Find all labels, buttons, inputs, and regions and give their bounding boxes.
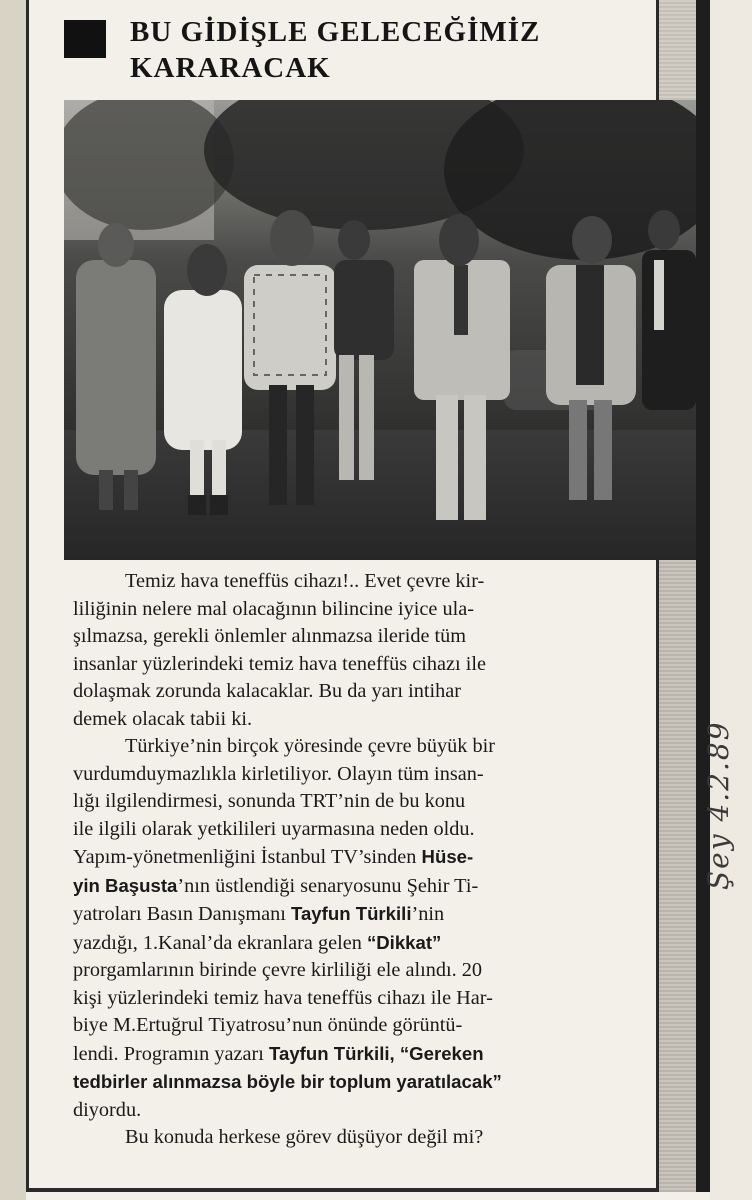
- article-line: [73, 872, 623, 901]
- article-line: [73, 1012, 623, 1040]
- article-line: [73, 1040, 623, 1069]
- frame-rule-right: [696, 0, 710, 1192]
- article-text: liliğinin nelere mal olacağının bilincine iyice ula-: [73, 597, 474, 620]
- frame-rule-left: [26, 0, 29, 1192]
- article-text: ’nın üstlendiği senaryosunu Şehir Ti-: [177, 874, 479, 897]
- article-text: ile ilgili olarak yetkilileri uyarmasına neden oldu.: [73, 817, 475, 840]
- article-line: [73, 706, 623, 734]
- article-text: vurdumduymazlıkla kirletiliyor. Olayın tüm insan-: [73, 762, 484, 785]
- article-line: [73, 985, 623, 1013]
- article-line: [73, 1097, 623, 1125]
- article-text: yatroları Basın Danışmanı: [73, 903, 291, 925]
- article-bold-text: Tayfun Türkili: [290, 903, 412, 924]
- article-text: şılmazsa, gerekli önlemler alınmazsa ileride tüm: [73, 625, 467, 647]
- article-line: [73, 1068, 623, 1097]
- headline: [130, 14, 650, 86]
- article-bold-text: tedbirler alınmazsa böyle bir toplum yaratılacak”: [73, 1071, 502, 1092]
- article-line: [73, 761, 623, 789]
- frame-rule-bottom: [26, 1188, 716, 1192]
- article-text: Türkiye’nin birçok yöresinde çevre büyük bir: [125, 735, 496, 757]
- article-line: [73, 843, 623, 872]
- person-1: [76, 223, 156, 510]
- article-line: [73, 788, 623, 816]
- article-line: [73, 816, 623, 844]
- article-text: Temiz hava teneffüs cihazı!.. Evet çevre kir-: [125, 570, 485, 592]
- article-line: [73, 900, 623, 929]
- article-line: [73, 568, 623, 596]
- article-text: demek olacak tabii ki.: [73, 707, 253, 730]
- article-text: diyordu.: [73, 1098, 142, 1121]
- article-bold-text: Hüse-: [421, 846, 474, 867]
- article-line: [73, 733, 623, 761]
- article-text: ’nin: [411, 903, 445, 925]
- article-line: [73, 651, 623, 679]
- article-line: [73, 678, 623, 706]
- article-line: [73, 596, 623, 624]
- news-photo: [64, 100, 696, 560]
- headline-line-1: BU GİDİŞLE GELECEĞİMİZ: [130, 16, 541, 48]
- frame-rule-inner: [656, 560, 659, 1192]
- article-text: kişi yüzlerindeki temiz hava teneffüs cihazı ile Har-: [73, 986, 493, 1009]
- article-text: prorgamlarının birinde çevre kirliliği ele alındı. 20: [73, 959, 483, 981]
- article-text: insanlar yüzlerindeki temiz hava teneffüs cihazı ile: [73, 652, 486, 675]
- article-bold-text: yin Başusta: [73, 874, 178, 896]
- article-bold-text: “Dikkat”: [366, 931, 442, 953]
- article-text: Yapım-yönetmenliğini İstanbul TV’sinden: [73, 846, 422, 868]
- gas-mask-people-photo: [64, 100, 696, 560]
- headline-bullet-square: [64, 20, 106, 58]
- handwritten-date-note: Şey: [702, 832, 735, 890]
- article-text: lendi. Programın yazarı: [73, 1042, 269, 1065]
- article-body: [73, 568, 623, 1152]
- column-gutter-top: [659, 0, 696, 100]
- column-gutter: [659, 560, 696, 1192]
- article-text: biye M.Ertuğrul Tiyatrosu’nun önünde görüntü-: [73, 1014, 463, 1036]
- frame-rule-inner-top: [656, 0, 659, 100]
- right-margin: [710, 0, 752, 1200]
- article-text: yazdığı, 1.Kanal’da ekranlara gelen: [73, 931, 367, 954]
- article-bold-text: Tayfun Türkili, “Gereken: [269, 1042, 484, 1064]
- article-text: Bu konuda herkese görev düşüyor değil mi?: [125, 1126, 484, 1148]
- article-text: dolaşmak zorunda kalacaklar. Bu da yarı intihar: [73, 680, 462, 702]
- headline-line-2: KARARACAK: [130, 52, 331, 84]
- left-margin-strip: [0, 0, 26, 1200]
- article-text: lığı ilgilendirmesi, sonunda TRT’nin de bu konu: [73, 790, 466, 812]
- article-line: [73, 623, 623, 651]
- article-line: [73, 1124, 623, 1152]
- article-line: [73, 929, 623, 958]
- article-line: [73, 957, 623, 985]
